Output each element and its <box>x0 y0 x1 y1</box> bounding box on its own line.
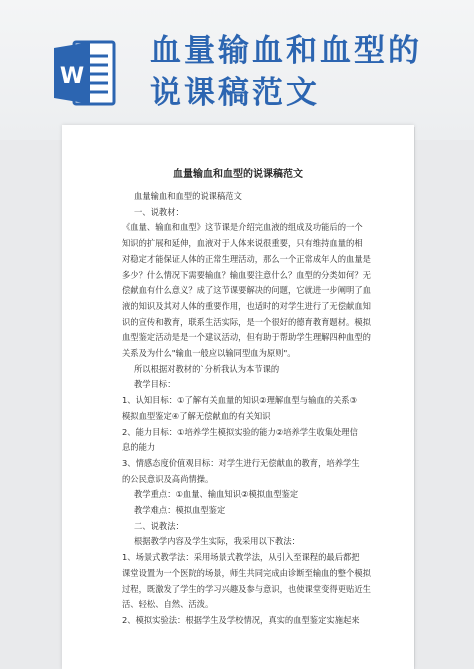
document-line: 教学难点：模拟血型鉴定 <box>134 505 226 516</box>
document-line: 所以根据对教材的`分析我认为本节课的 <box>134 363 280 374</box>
document-line: 二、说教法： <box>134 520 184 531</box>
document-line: 课堂设置为一个医院的场景，师生共同完成由诊断至输血的整个模拟 <box>122 567 371 578</box>
svg-text:W: W <box>59 64 85 89</box>
document-line: 液的知识及其对人体的重要作用，也适时的对学生进行了无偿献血知 <box>122 300 371 311</box>
document-line: 3、情感态度价值观目标：对学生进行无偿献血的教育，培养学生 <box>122 457 360 468</box>
document-page <box>62 125 414 669</box>
document-line: 偿献血有什么意义？成了这节课要解决的问题，它就进一步阐明了血 <box>122 285 371 296</box>
document-line: 多少？什么情况下需要输血？输血要注意什么？血型的分类如何？无 <box>122 269 371 280</box>
document-line: 教学重点：①血量、输血知识②模拟血型鉴定 <box>134 489 299 500</box>
document-line: 血量输血和血型的说课稿范文 <box>134 191 242 201</box>
document-line: 的公民意识及高尚情操。 <box>122 473 214 484</box>
page-title-line-2: 说课稿范文 <box>150 75 320 111</box>
document-line: 对稳定才能保证人体的正常生理活动，那么一个正常成年人的血量是 <box>122 253 371 264</box>
document-line: 息的能力 <box>122 442 156 453</box>
document-line: 过程，既激发了学生的学习兴趣及参与意识，也使课堂变得更贴近生 <box>122 583 371 594</box>
document-title: 血量输血和血型的说课稿范文 <box>173 169 303 180</box>
document-line: 1、认知目标：①了解有关血量的知识②理解血型与输血的关系③ <box>122 395 358 406</box>
word-icon <box>52 38 116 108</box>
document-line: 知识的扩展和延伸，血液对于人体来说很重要，只有维持血量的相 <box>122 238 363 249</box>
document-line: 模拟血型鉴定④了解无偿献血的有关知识 <box>122 410 271 421</box>
document-body <box>122 189 412 629</box>
page-title-line-1: 血量输血和血型的 <box>150 33 422 69</box>
document-line: 识的宣传和教育，联系生活实际，是一个很好的德育教育题材。模拟 <box>122 316 371 327</box>
document-line: 血型鉴定活动是是一个建议活动，但有助于帮助学生理解四种血型的 <box>122 332 371 343</box>
document-line: 1、场景式教学法：采用场景式教学法，从引入至课程的最后都把 <box>122 552 360 563</box>
document-line: 2、能力目标：①培养学生模拟实验的能力②培养学生收集处理信 <box>122 426 358 437</box>
document-line: 根据教学内容及学生实际，我采用以下教法： <box>134 536 300 547</box>
document-line: 活、轻松、自然、活泼。 <box>122 599 214 610</box>
document-line: 关系及为什么"输血一般应以输同型血为原则"。 <box>122 348 296 359</box>
document-line: 《血量、输血和血型》这节课是介绍完血液的组成及功能后的一个 <box>122 222 363 233</box>
document-line: 一、说教材： <box>134 206 184 217</box>
document-line: 2、模拟实验法：根据学生及学校情况，真实的血型鉴定实施起来 <box>122 614 360 625</box>
document-line: 教学目标： <box>134 379 176 390</box>
page-title <box>150 30 460 114</box>
